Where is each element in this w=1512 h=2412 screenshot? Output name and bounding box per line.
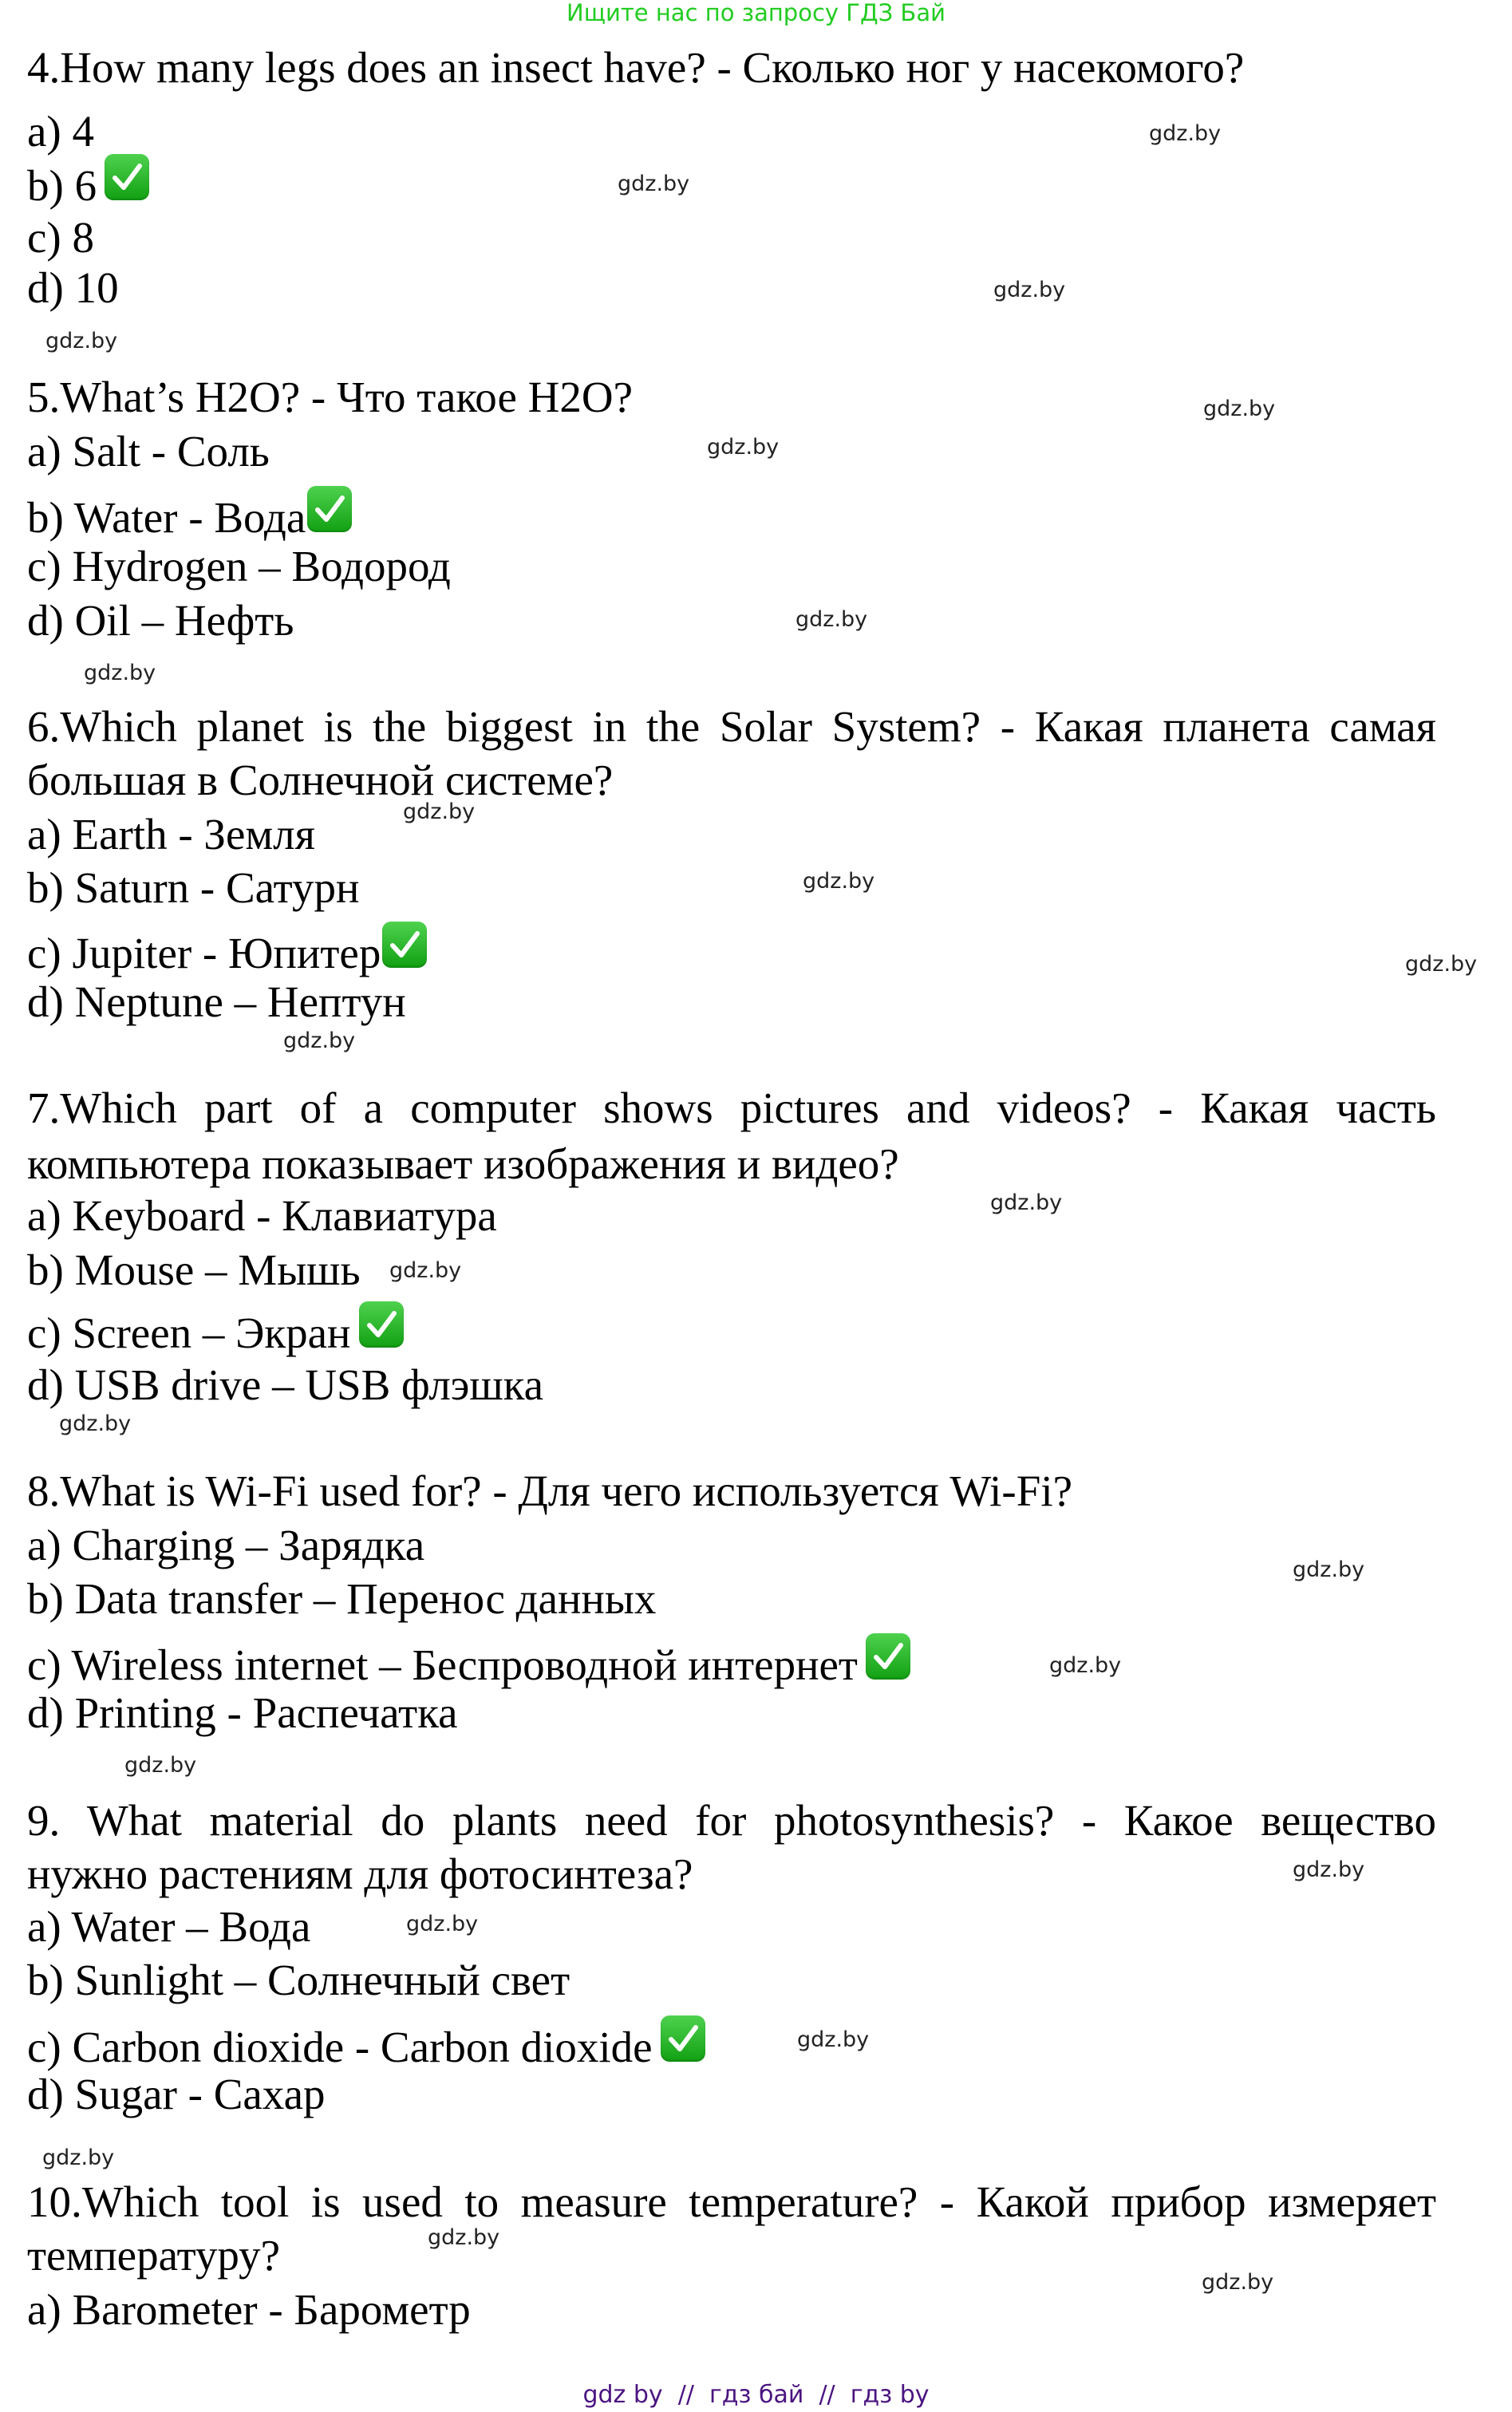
question-title: 5.What’s H2O? - Что такое H2O?: [27, 373, 633, 421]
option-label: a) Salt - Соль: [27, 427, 270, 476]
checkmark-icon: [307, 486, 352, 532]
option-label: a) Water – Вода: [27, 1902, 311, 1951]
option-d: [27, 596, 294, 645]
option-a: [27, 2285, 471, 2334]
option-c: [27, 2015, 705, 2069]
option-label: c) 8: [27, 213, 94, 262]
option-label: c) Carbon dioxide - Carbon dioxide: [27, 2023, 653, 2071]
option-label: c) Hydrogen – Водород: [27, 542, 451, 590]
question-title-line-1: 7.Which part of a computer shows pictures and videos? - Какая часть: [27, 1084, 1436, 1132]
option-b: [27, 154, 149, 210]
question-title-line-2: компьютера показывает изображения и видео?: [27, 1139, 899, 1188]
watermark: gdz.by: [283, 1028, 356, 1053]
option-label: a) 4: [27, 107, 94, 156]
option-d: [27, 1688, 458, 1737]
option-b: [27, 863, 360, 912]
watermark: gdz.by: [1405, 952, 1478, 977]
option-label: c) Screen – Экран: [27, 1309, 351, 1357]
option-b: [27, 486, 352, 542]
watermark: gdz.by: [1203, 397, 1276, 421]
checkmark-icon: [359, 1301, 404, 1348]
checkmark-icon: [105, 154, 149, 200]
checkmark-icon: [382, 922, 427, 968]
option-a: [27, 427, 270, 476]
question-title: 4.How many legs does an insect have? - Сколько ног у насекомого?: [27, 43, 1245, 92]
option-d: [27, 263, 119, 312]
option-label: c) Jupiter - Юпитер: [27, 929, 381, 977]
watermark: gdz.by: [1149, 121, 1222, 146]
option-b: [27, 1245, 361, 1294]
watermark: gdz.by: [45, 329, 118, 353]
watermark: gdz.by: [797, 2027, 870, 2052]
watermark: gdz.by: [707, 435, 780, 460]
checkmark-icon: [866, 1633, 910, 1680]
watermark: gdz.by: [1293, 1557, 1365, 1582]
option-c: [27, 1633, 910, 1687]
option-label: d) Printing - Распечатка: [27, 1688, 458, 1737]
option-a: [27, 1191, 497, 1240]
option-label: d) Oil – Нефть: [27, 596, 294, 645]
option-label: b) Data transfer – Перенос данных: [27, 1574, 657, 1623]
option-a: [27, 1902, 311, 1951]
option-c: [27, 544, 451, 588]
watermark: gdz.by: [990, 1190, 1063, 1215]
question-title-line-2: температуру?: [27, 2231, 281, 2280]
option-label: a) Charging – Зарядка: [27, 1521, 425, 1569]
option-label: a) Barometer - Барометр: [27, 2285, 471, 2334]
watermark: gdz.by: [1202, 2270, 1274, 2295]
option-c: [27, 213, 94, 262]
option-c: [27, 922, 427, 975]
option-b: [27, 1958, 570, 2002]
watermark: gdz.by: [1293, 1857, 1365, 1882]
option-a: [27, 1523, 424, 1567]
option-d: [27, 1360, 544, 1409]
question-title-line-1: 9. What material do plants need for photosynthesis? - Какое вещество: [27, 1796, 1436, 1845]
option-a: [27, 810, 315, 859]
option-label: d) USB drive – USB флэшка: [27, 1360, 544, 1409]
option-a: [27, 107, 94, 156]
option-label: a) Keyboard - Клавиатура: [27, 1191, 497, 1240]
footer-site-links: gdz by // гдз бай // гдз by: [582, 2381, 930, 2409]
option-label: b) Mouse – Мышь: [27, 1245, 361, 1294]
watermark: gdz.by: [403, 799, 476, 824]
checkmark-icon: [661, 2015, 705, 2062]
watermark: gdz.by: [1049, 1653, 1122, 1678]
question-title-line-1: 6.Which planet is the biggest in the Solar System? - Какая планета самая: [27, 702, 1436, 751]
option-label: a) Earth - Земля: [27, 810, 315, 859]
watermark: gdz.by: [406, 1912, 479, 1936]
option-label: b) 6: [27, 161, 97, 210]
option-d: [27, 2072, 325, 2116]
question-title-line-1: 10.Which tool is used to measure temperature? - Какой прибор измеряет: [27, 2177, 1436, 2226]
watermark: gdz.by: [795, 607, 868, 632]
watermark: gdz.by: [124, 1753, 197, 1778]
option-label: b) Saturn - Сатурн: [27, 863, 360, 912]
question-title-line-2: нужно растениям для фотосинтеза?: [27, 1849, 693, 1898]
watermark: gdz.by: [428, 2225, 500, 2250]
question-title-line-2: большая в Солнечной системе?: [27, 756, 614, 804]
option-b: [27, 1574, 657, 1623]
option-label: b) Sunlight – Солнечный свет: [27, 1956, 570, 2004]
option-label: d) 10: [27, 263, 119, 312]
watermark: gdz.by: [618, 172, 690, 196]
option-label: b) Water - Вода: [27, 493, 306, 542]
search-hint-banner: Ищите нас по запросу ГДЗ Бай: [567, 0, 945, 26]
watermark: gdz.by: [59, 1411, 132, 1436]
question-title: 8.What is Wi-Fi used for? - Для чего используется Wi-Fi?: [27, 1467, 1073, 1515]
option-d: [27, 977, 406, 1026]
option-c: [27, 1301, 404, 1355]
option-label: c) Wireless internet – Беспроводной интернет: [27, 1640, 858, 1689]
watermark: gdz.by: [389, 1258, 462, 1283]
watermark: gdz.by: [42, 2146, 115, 2170]
watermark: gdz.by: [84, 661, 156, 685]
watermark: gdz.by: [803, 869, 875, 894]
watermark: gdz.by: [993, 278, 1066, 302]
option-label: d) Sugar - Сахар: [27, 2070, 326, 2118]
option-label: d) Neptune – Нептун: [27, 977, 406, 1026]
